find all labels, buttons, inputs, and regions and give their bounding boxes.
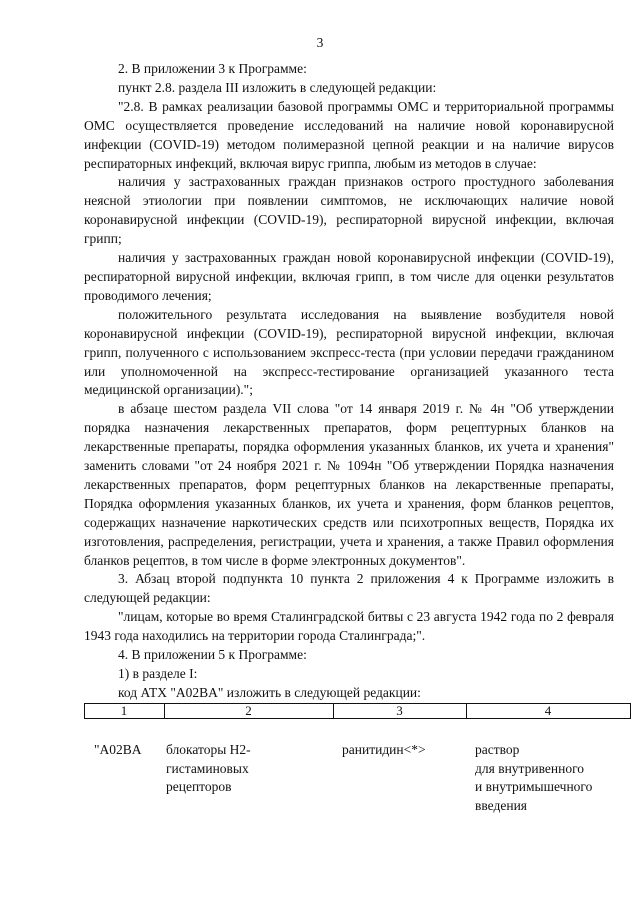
table-header-cell: 3 (396, 703, 403, 718)
table-header-cell: 2 (245, 703, 252, 718)
paragraph: пункт 2.8. раздела III изложить в следующей редакции: (118, 79, 437, 95)
page-number: 3 (316, 35, 324, 50)
paragraph: положительного результата исследования на выявление возбудителя новой коронавирусной инфекции (COVID-19), респираторной вирусной инфекции, включая грипп, полученного с использованием экспресс-теста (при условии передачи гражданином или уполномоченной на экспресс-тестирование организацией указанного теста медицинской организации)."; (84, 306, 614, 398)
table-header-cell: 1 (120, 703, 128, 718)
table-column-divider (630, 703, 631, 718)
table-header-cell: 4 (544, 703, 552, 718)
paragraph: 4. В приложении 5 к Программе: (118, 647, 307, 663)
paragraph: 3. Абзац второй подпункта 10 пункта 2 приложения 4 к Программе изложить в следующей редакции: (84, 571, 614, 606)
paragraph: "лицам, которые во время Сталинградской битвы с 23 августа 1942 года по 2 февраля 1943 года находились на территории города Сталинграда;". (84, 609, 614, 644)
drug-name-cell: ранитидин<*> (342, 742, 426, 757)
paragraph: 1) в разделе I: (118, 666, 198, 681)
dosage-form-cell: раствор для внутривенного и внутримышечного введения (475, 742, 593, 813)
table-header-border (84, 718, 631, 719)
paragraph: код АТХ "A02BA" изложить в следующей редакции: (118, 684, 421, 700)
paragraph: в абзаце шестом раздела VII слова "от 14 января 2019 г. № 4н "Об утверждении порядка назначения лекарственных препаратов, форм рецептурных бланков на лекарственные препараты, порядка оформления указанных бланков, их учета и хранения" заменить словами "от 24 ноября 2021 г. № 1094н "Об утверждении Порядка назначения лекарственных препаратов, форм рецептурных бланков на лекарственные препараты, Порядка оформления указанных бланков, их учета и хранения, форм бланков рецептов, содержащих назначение наркотических средств или психотропных веществ, Порядка их изготовления, распределения, регистрации, учета и хранения, а также Правил оформления бланков рецептов, в том числе в форме электронных документов". (84, 401, 614, 568)
paragraph: "2.8. В рамках реализации базовой программы ОМС и территориальной программы ОМС осуществляется проведение исследований на наличие новой коронавирусной инфекции (COVID-19) методом полимеразной цепной реакции и на наличие вирусов респираторных инфекций, включая вирус гриппа, любым из методов в случае: (84, 98, 614, 171)
document-body (84, 60, 614, 703)
atc-code-cell: "A02BA (94, 742, 142, 757)
drug-group-cell: блокаторы Н2- гистаминовых рецепторов (166, 742, 251, 794)
paragraph: наличия у застрахованных граждан новой коронавирусной инфекции (COVID-19), респираторной вирусной инфекции, включая грипп, в том числе для оценки результатов проводимого лечения; (84, 250, 614, 303)
paragraph: наличия у застрахованных граждан признаков острого простудного заболевания неясной этиологии при появлении симптомов, не исключающих наличие новой коронавирусной инфекции (COVID-19), респираторной вирусной инфекции, включая грипп; (84, 174, 614, 247)
paragraph: 2. В приложении 3 к Программе: (118, 61, 307, 76)
